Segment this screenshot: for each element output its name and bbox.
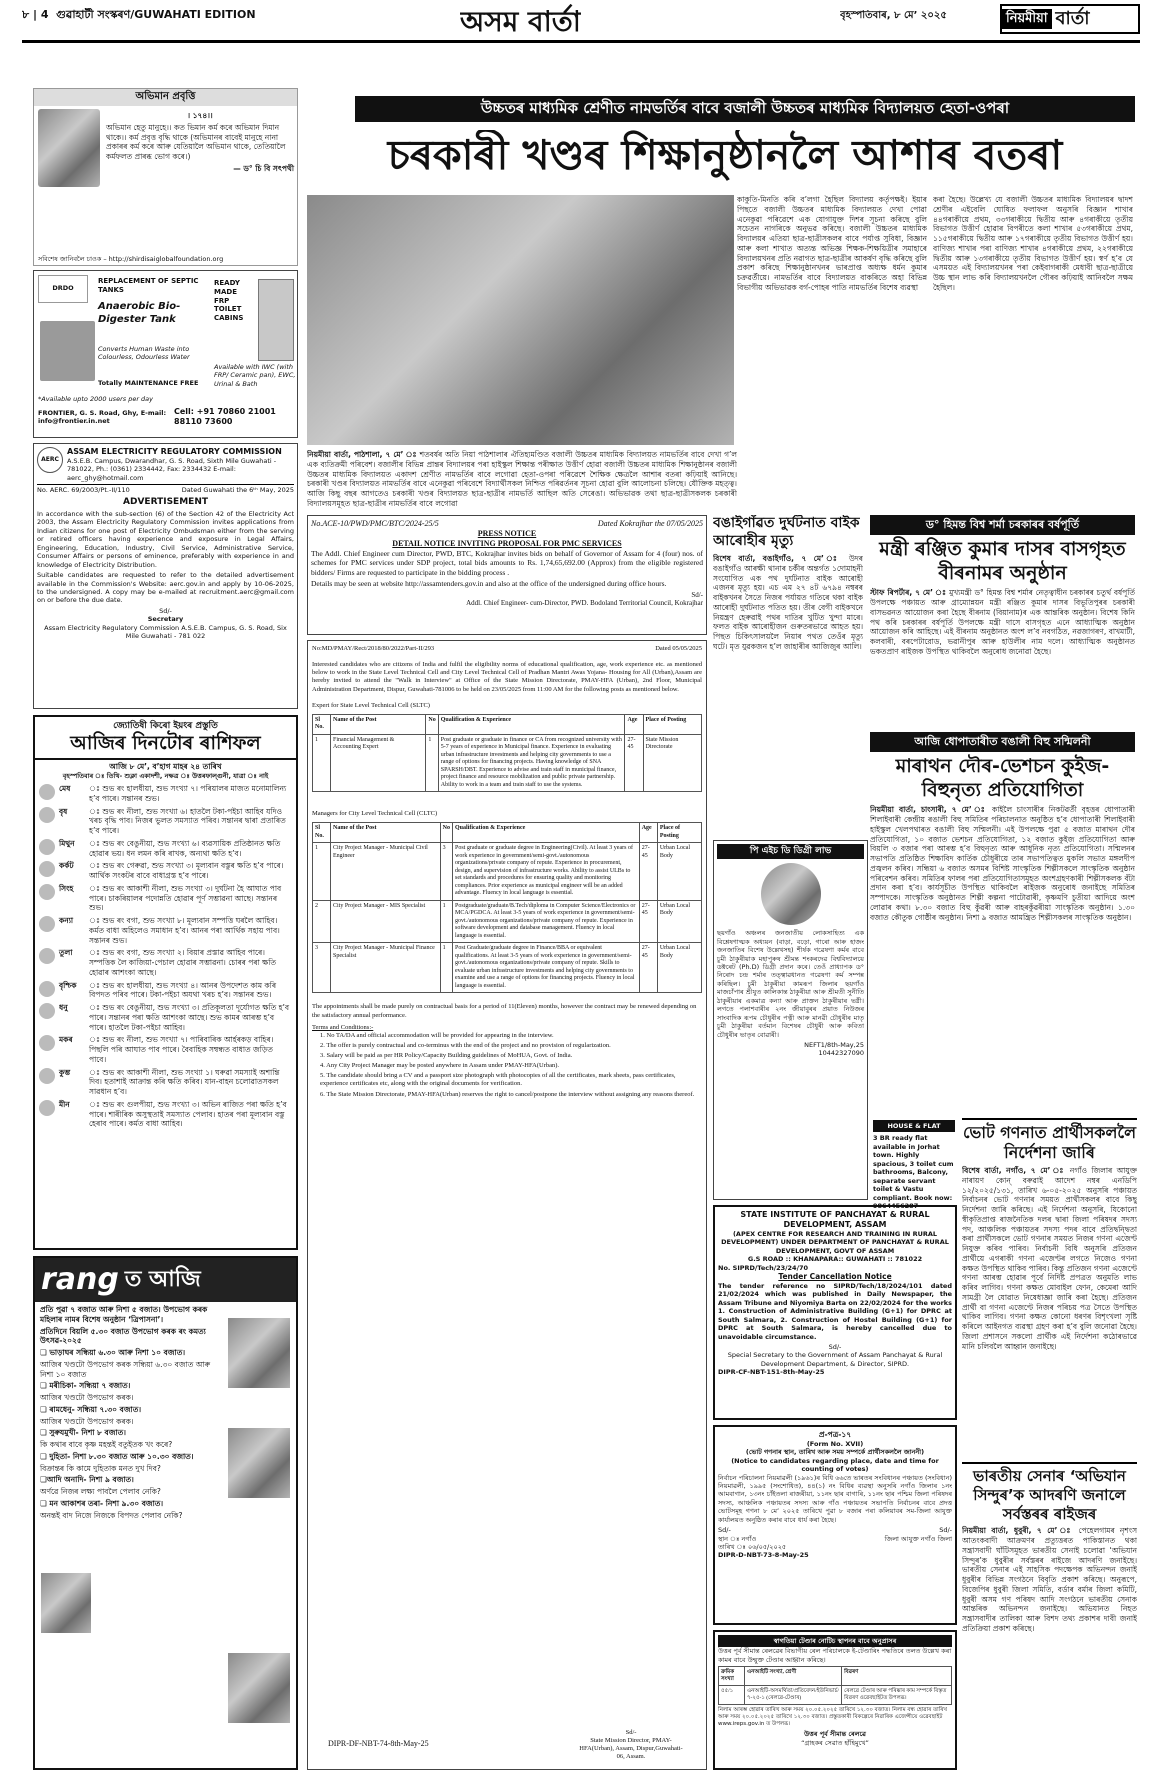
- house-body: 3 BR ready flat available in Jorhat town. Highly spacious, 3 toilet cum bathrooms, Balcony, separate servant toilet & Vastu compliant. Book now: 9864456287: [873, 1134, 954, 1210]
- frontier-address: FRONTIER, G. S. Road, Ghy, E-mail: info@frontier.in.net: [38, 409, 167, 426]
- aerc-body: In accordance with the sub-section (6) of the Section 42 of the Electricity Act 2003, the Assam Electricity Regulatory Commission invites applications from Indian citizens for one post of Electricity Ombudsman either from the serving or retired officers having experience and exposure in Legal Affairs, Engineering, Education, Industry, Civil Service, Administrative Service, Consumer Affairs or persons of eminence, preferably with experience in and knowledge of Electricity Distribution.: [37, 510, 294, 569]
- pmay-terms: [312, 1032, 702, 1099]
- army-story: [962, 1462, 1137, 1770]
- house-ad: [873, 1120, 955, 1215]
- lead-kicker: উচ্চতৰ মাধ্যমিক শ্ৰেণীত নামভৰ্তিৰ বাবে বজালী উচ্চতৰ মাধ্যমিক বিদ্যালয়ত হেতা-ওপৰা: [355, 96, 1135, 122]
- aerc-date: Dated Guwahati the 6ᵗʰ May, 2025: [181, 486, 294, 495]
- zodiac-icon: [39, 1100, 55, 1116]
- house-tag: HOUSE & FLAT: [873, 1120, 955, 1132]
- zodiac-icon: [39, 948, 55, 964]
- bihu-body: কাইলৈ চাংসাৰীৰ নিকটৱৰ্তী বৃহত্তৰ ধোপাতাৰী শিলাইবাৰী কেন্দ্ৰীয় ৰঙালী বিহু সমিতিৰ পৰিচালনাত অনুষ্ঠিত হ’ব ধোপাতাৰী শিলাইবাৰী হাইস্কুল খেলপথাৰত বঙালী বিহু সন্মিলনী। এই উপলক্ষে পুৱা ৫ বজাত মাৰাথন দৌৰ প্ৰতিযোগিতা, ১০ বজাত ভেশচন প্ৰতিযোগিতা, ১২ বজাত কুইজ প্ৰতিযোগিতা আৰু বিয়লি ৩ বজাৰ পৰা আৰম্ভ হ’ব বিহুনৃত্য আৰু আধুনিক নৃত্য প্ৰতিযোগিতা। সন্মিলনৰ সভাপতি প্ৰতিষ্ঠিত শিক্ষাবিদ কাৰ্তিক চৌধুৰীয়ে তাৰ সভাপতিত্বত মুকলি সভাত মঙ্গলদীপ প্ৰজ্বলন কৰিব। সন্ধিয়া ৬ বজাত অসমৰ বিশিষ্ট সাংস্কৃতিক শিল্পীসকলে সাংস্কৃতিক অনুষ্ঠান পৰিবেশন কৰিব। সমিতিৰ ফালৰ পৰা প্ৰতিযোগিতাসমূহত অংশগ্ৰহণকাৰী শিল্পীসকলক বঁটা প্ৰদান কৰা হ’ব। কাৰ্যসূচীত উপস্থিত থাকিবলৈ ৰাইজক অনুৰোধ জনাইছে সমিতিৰ সম্পাদকে। সাংস্কৃতিক অনুষ্ঠানত শিল্পী কল্পনা পাটোৱাৰী, কৃষ্ণমণি চুতীয়া আদিয়ে অংশ লোৱাৰ কথা। ৮.৩০ বজাত বিহু কুঁৱৰী আৰু বাহৰকুঁৱৰীয়া সাংস্কৃতিক অনুষ্ঠান। ১.৩০ বজাত কৌতুক গোষ্ঠীৰ অনুষ্ঠান। নিশা ৯ বজাত আমন্ত্ৰিত শিল্পীসকলৰ সাংস্কৃতিক অনুষ্ঠান।: [870, 805, 1135, 922]
- pmay-terms-heading: Terms and Conditions:-: [312, 1023, 374, 1031]
- rang-item: ❏ সুৰুযমুখী- নিশা ৮ বজাত।: [40, 1428, 126, 1438]
- railway-title: স্বাগতিয়া টেণ্ডাৰ নোটিচ স্থাপনৰ বাবে অনুপ্ৰাসৰ: [718, 1635, 952, 1647]
- rashi-name: সিংহ: [59, 883, 74, 893]
- railway-tender: [713, 1630, 957, 1770]
- rashi-row: [39, 948, 292, 977]
- lead-headline: চৰকাৰী খণ্ডৰ শিক্ষানুষ্ঠানলৈ আশাৰ বতৰা: [387, 131, 1063, 179]
- form17-subtitle-2: (ভোট গণনাৰ স্থান, তাৰিখ আৰু সময় সম্পৰ্কে প্ৰাৰ্থীসকললৈ জাননী): [745, 1448, 925, 1457]
- rashi-name: মকৰ: [59, 1035, 73, 1045]
- drdo-logo: DRDO: [38, 275, 88, 303]
- lead-body-col3: কৰা হৈছে। উল্লেখ্য যে বজালী উচ্চতৰ মাধ্যমিক বিদ্যালয়ৰ দ্বাদশ শ্ৰেণীৰ এইবেলি ঘোষিত ফলাফল অনুসৰি বিজ্ঞান শাখাৰ ৪৪গৰাকীয়ে প্ৰথম, ৩৩গৰাকীয়ে দ্বিতীয় আৰু ৪গৰাকীয়ে তৃতীয় বিভাগত উত্তীৰ্ণ হোৱাৰ বিপৰীতে কলা শাখাৰ ৫৩গৰাকীয়ে প্ৰথম, ১১৫গৰাকীয়ে দ্বিতীয় আৰু ১৭গৰাকীয়ে তৃতীয় বিভাগত উত্তীৰ্ণ হয়। বাণিজ্য শাখাৰ পৰা বাণিজ্য শাখাৰ ৪গৰাকীয়ে প্ৰথম, ২২গৰাকীয়ে দ্বিতীয় আৰু ১৩গৰাকীয়ে তৃতীয় বিভাগত উত্তীৰ্ণ হয়। স্বৰ্ণ হ’ব যে এসময়ত এই বিদ্যালয়খনৰ পৰা কেইবাগৰাকী মেধাবী ছাত্ৰ-ছাত্ৰীয়ে উচ্চ স্থান লাভ কৰি বিদ্যালয়খনলৈ গৌৰব কঢ়িয়াই আনিবলৈ সক্ষম হৈছিল।: [933, 195, 1133, 292]
- table-cell: 27-45: [625, 734, 643, 792]
- table-row: [313, 900, 702, 943]
- bihu-byline: নিয়মীয়া বাৰ্তা, চাংসাৰী, ৭ মে’ ঃ: [870, 805, 988, 815]
- phd-ref-2: 10442327090: [818, 1049, 864, 1058]
- form17-subtitle-3: (Notice to candidates regarding place, date and time for counting of votes): [731, 1456, 939, 1474]
- zodiac-icon: [39, 861, 55, 877]
- zodiac-icon: [39, 807, 55, 823]
- railway-col-1: ক্ৰমিক সংখ্যা: [719, 1667, 745, 1686]
- term-item: 4. Any City Project Manager may be posted anywhere in Assam under PMAY-HFA(Urban).: [320, 1062, 560, 1070]
- siprd-body: The tender reference no SIPRD/Tech/18/2024/101 dated 21/02/2024 which was published in Daily Newspaper, the Assam Tribune and Niyomiya Barta on 22/02/2024 for the works 1. Construction of Administrative Building (G+1) for DPRC at South Salmara, 2. Construction of Hostel Building (G+1) for DPRC at South Salmara, is hereby cancelled due to unavoidable circumstance.: [718, 1281, 952, 1341]
- header-rule: [22, 40, 1140, 43]
- railway-col-3: বিৱৰণ: [842, 1667, 952, 1686]
- pmay-intro: Interested candidates who are citizens of India and fulfil the eligibility norms of educational qualification, age, work experience etc. as mentioned below to work in the State Level Technical Cell and City Level Technical Cell of Pradhan Mantri Awas Yojana- Housing for All (Urban),Assam are hereby invited to attend the "Walk in Interview" at Office of the State Mission Directorate, PMAY-HFA (Urban), 2nd Floor, Municipal Administration Department, Dispur, Guwahati-781006 to be held on 23/05/2025 from 11:00 AM for the following posts as mentioned below.: [312, 661, 702, 693]
- form17-sd-2: Sd/-: [939, 1526, 952, 1535]
- rashi-name: মিথুন: [59, 838, 75, 848]
- abhiman-author: — ড° চি বি সৎপথী: [233, 163, 294, 173]
- cltc-heading: Managers for City Level Technical Cell (CLTC): [312, 810, 438, 818]
- frontier-phone: Cell: +91 70860 21001 88110 73600: [174, 407, 276, 426]
- rang-item: ❏ দুহিতা- নিশা ৮.৩০ বজাত আৰু ১০.৩০ বজাত।: [40, 1451, 194, 1461]
- rang-item: ❏আদি অনাদি- নিশা ৯ বজাত।: [40, 1475, 134, 1485]
- aerc-logo: AERC: [37, 447, 63, 473]
- rashi-row: [39, 981, 292, 1001]
- rashi-name: কুম্ভ: [59, 1067, 71, 1077]
- rashifal-box: [33, 715, 298, 1250]
- rang-item: বিক্ৰান্তৰ কি কামে দুহিতাক মনত দুখ দিব?: [40, 1463, 161, 1473]
- pmc-notice: [307, 515, 707, 635]
- aerc-body-2: Suitable candidates are requested to refer to the detailed advertisement available in the Commission's Website: aerc.gov.in and apply by 10-06-2025, to the undersigned. A copy may be e-mailed at recruitment.aerc@gmail.com on or before the due date.: [37, 571, 294, 605]
- form17-date: তাৰিখ ঃ ০৬/০৫/২০২৫: [718, 1543, 787, 1551]
- minister-body: মুখ্যমন্ত্ৰী ড° হিমন্ত বিশ্ব শৰ্মাৰ নেতৃত্বাধীন চৰকাৰৰ চতুৰ্থ বৰ্ষপূৰ্তি উপলক্ষে পঞ্চায়ত আৰু গ্ৰাম্যোন্নয়ন মন্ত্ৰী ৰঞ্জিত কুমাৰ দাসৰ বিভূতিপুৰৰ চৰকাৰী বাসভৱনত আয়োজন কৰা হৈছে বীৰনাম (বিয়ানাম)ৰ এক আন্তৰিক অনুষ্ঠান। বিশেষ কিনি পথ কৰি চৰকাৰৰ বৰ্ষপূৰ্তি উপলক্ষে মন্ত্ৰী দাসে বাসগৃহত এনে আধ্যাত্মিক অনুষ্ঠান আয়োজন কৰি আহিছে। এই বীৰনাম অনুষ্ঠানত অংশ ল’ব নবগঠিত, নৱজাগৰণ, বাখমাটী, কলবাৰী, বৰপেটারোড, ভৱানীপুৰ আৰু হাউলীৰ নাম দলে। আধ্যাত্মিক অনুষ্ঠানত ভকতপ্ৰাণ ৰাইজক উপস্থিত থাকিবলৈ অনুৰোধ জনোৱা হৈছে।: [870, 588, 1135, 656]
- table-header: No: [440, 823, 452, 843]
- pmc-body: The Addl. Chief Engineer cum Director, PWD, BTC, Kokrajhar invites bids on behalf of Governor of Assam for 4 (four) nos. of schemes for PMC services under SDP project, total bids amounts to Rs. 1,74,65,692.00 (Approx) from the eligible registered bidders/ Firms are requested to participate in the bidding process .: [311, 549, 703, 577]
- aerc-secretary: Secretary: [147, 615, 184, 624]
- table-header: Name of the Post: [331, 823, 441, 843]
- siprd-address: G.S ROAD :: KHANAPARA:: GUWAHATI :: 781022: [747, 1255, 923, 1264]
- rashi-row: [39, 916, 292, 945]
- table-cell: Post graduate or graduate degree in Engineering(Civil). At least 3 years of work experience in government/semi-govt./autonomous organizations/private company of repute. Experience in procurement, design, and supervision of infrastructure works. Ability to assist ULBs to set standards and procedures for ensuring quality and monitoring compliances. Prior experience as municipal engineer will be an added advantage. Fluency in local language is essential.: [453, 843, 640, 901]
- lead-body-col1: নিয়মীয়া বাৰ্তা, পাঠশালা, ৭ মে’ ঃ শতবৰ্ষৰ অতি নিয়া পাঠশালাৰ ঐতিহ্যমণ্ডিত বজালী উচ্চতৰ মাধ্যমিক বিদ্যালয়ত নামভৰ্তিৰ বাবে দেখা গ’ল এক ব্যতিক্ৰমী পৰিবেশ। বজালীৰ বিভিন্ন প্ৰান্তৰ বিদ্যালয়ৰ পৰা হাইস্কুল শিক্ষান্ত পৰীক্ষাত উত্তীৰ্ণ হোৱা বজালী উচ্চতৰ মাধ্যমিক শিক্ষানুষ্ঠানৰ বজালী উচ্চতৰ মাধ্যমিক বিদ্যালয়ত একাদশ শ্ৰেণীত নামভৰ্তিৰ বাবে লগোৱা হেতা-ওপৰা পৰিৱেশে শৈক্ষিক ক্ষেত্ৰলৈ আশাৰ বতৰা কঢ়িয়াই আনিছে। চৰকাৰী খণ্ডৰ বিদ্যালয়ত নামভৰ্তিৰ বাবে এনেকুৱা পৰিবেশে বিদ্যাৰ্থীসকল নিশ্চিত পৰিৱৰ্তনৰ সূচনা হোৱা বুলি আলোচনা চলিছে। যৌক্তিক মহত্ত্ব। আজি কিছু বছৰ আগতেও চৰকাৰী খণ্ডৰ বিদ্যালয়ত ছাত্ৰ-ছাত্ৰীৰ নামভৰ্তি আছিল অতি সেৰেঙা। অভিভাৱক তথা ছাত্ৰ-ছাত্ৰীসকলক চৰকাৰী বিদ্যালয়সমূহত ছাত্ৰ-ছাত্ৰীৰ নামভৰ্তিৰ বাবে লগোৱা: [307, 450, 737, 508]
- rang-item: ❏ মৰীচিকা- সন্ধিয়া ৭ বজাত।: [40, 1381, 131, 1391]
- rashi-text: ঃ শুভ ৰং হালধীয়া, শুভ সংখ্যা ৭। পৰিয়ালৰ মাজত মনোমালিন্য হ’ব পাৰে। সন্তানৰ শুভ।: [89, 784, 287, 803]
- railway-cell-1: ৫৫/১: [719, 1686, 745, 1705]
- table-header: Name of the Post: [331, 714, 426, 734]
- siprd-notice-title: Tender Cancellation Notice: [778, 1272, 892, 1282]
- rashi-text: ঃ শুভ ৰং হালধীয়া, শুভ সংখ্যা ৪। আনৰ উপদেশত কাম কৰি বিপদত পৰিব পাৰে। টকা-পইচা অযথা খৰচ হ’ব। সন্তানৰ শুভ।: [89, 980, 277, 1000]
- railway-col-2: এনআইটি সংখ্যা, শ্ৰেণী: [744, 1667, 841, 1686]
- show-thumbnail-1: [228, 1318, 290, 1388]
- army-byline: নিয়মীয়া বাৰ্তা, ধুবুৰী, ৭ মে’ ঃ: [962, 1526, 1074, 1536]
- masthead-logo: নিয়মীয়া বাৰ্তা: [1000, 4, 1140, 34]
- minister-headline: মন্ত্ৰী ৰঞ্জিত কুমাৰ দাসৰ বাসগৃহত বীৰনামৰ অনুষ্ঠান: [879, 537, 1126, 584]
- rashi-name: কন্যা: [59, 916, 74, 926]
- lead-body-col2: কাকুতি-মিনতি কৰি ব’লগা হৈছিল বিদ্যালয় কৰ্তৃপক্ষই। ইয়াৰ পিছতে বজালী উচ্চতৰ মাধ্যমিক বিদ্যালয়ত দেখা পোৱা এনেকুৱা পৰিৱেশে এক যোগাযুক্ত দিশৰ সূচনা কৰিছে বুলি সচেতন নাগৰিকে অনুভৱ কৰিছে। বজালী উচ্চতৰ মাধ্যমিক বিদ্যালয়ৰ এতিয়া ছাত্ৰ-ছাত্ৰীসকলৰ বাবে পৰ্যাপ্ত সুবিধা, বিজ্ঞান আৰু কলা শাখাত অত্যন্ত অভিজ্ঞ শিক্ষক-শিক্ষয়িত্ৰীৰ সমাহাৰে বিদ্যালয়খনৰ প্ৰতি নৱাগত ছাত্ৰ-ছাত্ৰীৰ আকৰ্ষণ বৃদ্ধি কৰিছে বুলি প্ৰকাশ কৰিছে শিক্ষানুষ্ঠানখনৰ ভাৰপ্ৰাপ্ত অধ্যক্ষ ধৰ্মন কুমাৰ চক্ৰৱৰ্তীয়ে। নামভৰ্তিৰ বাবে বিদ্যালয়ত বাকৰিতে অহা বিভিন্ন বিভাগীয় অভিভাৱক বৰ্গ-পোহৰ পাতি নামভৰ্তিৰ বিশেষ ব্যৱস্থা: [737, 195, 927, 292]
- vote-headline: ভোট গণনাত প্ৰাৰ্থীসকললৈ নিৰ্দেশনা জাৰি: [962, 1118, 1137, 1163]
- accident-body: উদৰ বঙাইগাঁও আৰক্ষী থানাৰ চৰ্কীৰ অন্তৰ্গত ১দোমাহনী সংযোগিত এক পথ দুৰ্ঘটনাত বাইক আৰোহী এজনৰ মৃত্যু হয়। এচ এম ২৭ ৪ট ৬৭৯৪ নম্বৰৰ বাইকখনৰ সৈতে নিজৰ পৰ্যায়ত গতিৰে থকা বাইক আৰোহী দুৰ্ঘটনাত পতিত হয়। তীৰ বেগী বাইকখনে নিয়ন্ত্ৰণ হেৰুৱাই পথৰ দাতিৰ খুটিত খুন্দা মাৰে। ফলত বাইক আৰোহীজন গুৰুতৰভাৱে আহত হয়। পিছত চিকিৎসালয়লৈ নিয়াৰ পথত তেওঁৰ মৃত্যু ঘটে। মৃত যুৱকজন হ’ল জাহাৰীৰ আজিজুৰ আলি।: [713, 554, 863, 651]
- aerc-secretary-addr: Assam Electricity Regulatory Commission A.S.E.B. Campus, G. S. Road, Six Mile Guwahati - 781 022: [44, 623, 287, 641]
- rashi-name: বৃশ্চিক: [59, 980, 77, 990]
- rang-title: ত আজি: [124, 1267, 201, 1293]
- vote-byline: বিশেষ বাৰ্তা, নগাঁও, ৭ মে’ ঃ: [962, 1166, 1066, 1175]
- rang-banner: [35, 1258, 296, 1302]
- show-thumbnail-3: [41, 1573, 91, 1633]
- rashi-name: বৃষ: [59, 806, 68, 816]
- show-thumbnail-4: [228, 1653, 290, 1723]
- siprd-signatory: Special Secretary to the Government of Assam Panchayat & Rural Development Department, & Director, SIPRD.: [727, 1351, 943, 1368]
- zodiac-icon: [39, 916, 55, 932]
- pmay-sd: Sd/-: [625, 1728, 637, 1736]
- table-cell: 1: [313, 734, 331, 792]
- rashi-text: ঃ শুভ ৰং গুলপীয়া, শুভ সংখ্যা ৩। অভিন ৰাজিত পৰা ক্ষতি হ’ব পাৰে। শাৰীৰিক অসুস্থতাই সমস্যাত পেলাব। হাতৰ পৰা মূল্যবান বস্তু হেৰাব পাৰে। কৰ্মত বাধা আহিব।: [89, 1099, 287, 1129]
- aerc-ref: No. AERC. 69/2003/Pt.-II/110: [37, 486, 130, 495]
- bihu-headline: মাৰাথন দৌৰ-ভেশচন কুইজ-বিহুনৃত্য প্ৰতিযোগিতা: [895, 754, 1110, 801]
- pmay-notice: [307, 640, 707, 1770]
- form17-signatory: জিলা আযুক্ত নগাঁও জিলা: [884, 1534, 952, 1543]
- phd-body: ছয়গাঁও অঞ্চলৰ জনজাতীয় লোকসাহিত্য এক বিশ্লেষণাত্মক অধ্যয়ন (বাড়া, বড়ো, গাৰো আৰু হাজং জনজাতিৰ বিশেষ উল্লেখসহ) শীৰ্ষক গৱেষণা কৰ্মৰ বাবে চুমী ঠাকুৰীয়াক মহাপুৰুষ শ্ৰীমন্ত শংকৰদেৱ বিশ্ববিদ্যালয়ে ডক্টৰেট (Ph.D) ডিগ্ৰী প্ৰদান কৰে। তেওঁ প্ৰাধ্যাপক ড° নিৰোদ চন্দ্ৰ শৰ্মাৰ তত্ত্বাৱধানত গৱেষণা কৰ্ম সম্পন্ন কৰিছিল। চুমী ঠাকুৰীয়া কামৰূপ জিলাৰ ছয়গাঁও মাজচাঁপাৰ শ্ৰীযুত কালিকান্ত ঠাকুৰীয়া আৰু শ্ৰীমতী সুনীতি ঠাকুৰীয়াৰ একমাত্ৰ কন্যা আৰু প্ৰাক্তন ঠাকুৰীয়াৰ ভগ্নী। লগতে পলাশবাৰীৰ ২নং জীয়াবুৰৰ প্ৰয়াত নিউজৰ সাংবাদিক ৰূপম চৌধুৰীৰ পত্নী আৰু মানৱী চৌধুৰীৰ মাতৃ চুমী ঠাকুৰীয়া বৰ্তমান বিশেষৰ চৌধুৰী আৰু কবিতা চৌধুৰীৰ ভাতৃৰ বোৱাৰী।: [717, 929, 864, 1039]
- table-cell: 1: [426, 734, 438, 792]
- siprd-ref: No. SIPRD/Tech/23/24/70: [718, 1263, 808, 1272]
- rashi-text: ঃ শুভ ৰং নীলা, শুভ সংখ্যা ৬। হাতলৈ টকা-পইচা আহিব যদিও খৰচ বৃদ্ধি পাব। নিজৰ ভুলত সমস্যাত পৰিব। সন্তানৰ দ্বাৰা প্ৰতাৰিত হ’ব পাৰে।: [89, 806, 286, 836]
- rashi-row: [39, 1035, 292, 1064]
- pmc-signatory: Addl. Chief Engineer- cum-Director, PWD. Bodoland Territorial Council, Kokrajhar: [466, 599, 703, 608]
- abhiman-title: অভিমান প্ৰবৃত্তি: [34, 89, 297, 106]
- rashi-row: [39, 784, 292, 804]
- frontier-product-b: READY MADE FRP TOILET CABINS: [214, 279, 244, 322]
- rashifal-tithi: বৃহস্পতিবাৰ ঃ তিথি- শুক্লা একাদশী, নক্ষত্ৰ ঃ উত্তৰফাল্গুনী, যাত্ৰা ঃ নাই: [62, 771, 269, 780]
- table-cell: Urban Local Body: [657, 900, 701, 943]
- table-cell: 1: [313, 843, 331, 901]
- frontier-product-a: Anaerobic Bio-Digester Tank: [98, 301, 181, 325]
- table-cell: 2: [313, 900, 331, 943]
- edition-label: গুৱাহাটী সংস্কৰণ/GUWAHATI EDITION: [56, 8, 256, 21]
- aerc-notice: [33, 443, 298, 709]
- form17-place: স্থান ঃ নগাঁও: [718, 1534, 757, 1543]
- zodiac-icon: [39, 981, 55, 997]
- table-cell: 27-45: [639, 843, 657, 901]
- siprd-notice: [713, 1205, 957, 1420]
- cltc-table: [312, 822, 702, 993]
- sltc-heading: Expert for State Level Technical Cell (SLTC): [312, 701, 430, 709]
- zodiac-icon: [39, 1003, 55, 1019]
- rang-logo: rang: [41, 1262, 119, 1298]
- table-cell: Urban Local Body: [657, 843, 701, 901]
- rang-item: ❏ ভাড়াঘৰ সন্ধিয়া ৬.৩০ আৰু নিশা ১০ বজাত।: [40, 1348, 186, 1357]
- rashifal-date: আজি ৮ মে’, ব’হাগ মাহৰ ২৪ তাৰিখ: [109, 762, 222, 771]
- rashifal-kicker: জ্যোতিষী কিৰো ইয়ংৰ প্ৰস্তুতি: [113, 721, 218, 731]
- form17-subtitle: (Form No. XVII): [806, 1439, 864, 1448]
- pmc-sd: Sd/-: [691, 590, 703, 599]
- aerc-address: A.S.E.B. Campus, Dwarandhar, G. S. Road, Sixth Mile Guwahati - 781022, Ph.: (0361) 2334442, Fax: 2334432 E-mail: aerc_ghy@hotmail.com: [67, 457, 277, 482]
- table-cell: 3: [440, 843, 452, 901]
- pmay-ref: No:MD/PMAY/Rect/2018/80/2022/Part-II/293: [312, 645, 435, 652]
- railway-footer: নিলাম আৰম্ভ হোৱাৰ তাৰিখ আৰু সময় ২০.০৫.২০২৫ তাৰিখে ১২.৩০ বজাত। নিলাম বন্ধ হোৱাৰ তাৰিখ আৰু সময় ২০.০৫.২০২৫ তাৰিখে ১২.৩০ বজাত। প্ৰস্তুতকাৰী বিকল্পেৰে নিৱাৰিক এজেন্সীয়ে ওৱেবছাইট www.ireps.gov.in ত উপলব্ধ।: [718, 1706, 947, 1728]
- show-thumbnail-2: [228, 1428, 290, 1498]
- form17-notice: [713, 1425, 957, 1625]
- accident-story: [713, 515, 863, 835]
- toilet-cabin-image: [258, 279, 294, 361]
- siprd-title: STATE INSTITUTE OF PANCHAYAT & RURAL DEVELOPMENT, ASSAM: [740, 1210, 930, 1229]
- issue-date: বৃহস্পতিবাৰ, ৮ মে’ ২০২৫: [840, 10, 947, 21]
- railway-brand: উত্তৰ পূৰ্ব সীমান্ত ৰেলৱে: [804, 1730, 866, 1739]
- accident-byline: বিশেষ বাৰ্তা, বঙাইগাঁও, ৭ মে’ ঃ: [713, 554, 842, 563]
- zodiac-icon: [39, 1068, 55, 1084]
- rang-item: কি কথাৰ বাবে কৃষ্ণ মহন্তই বতুইতক খং কৰে?: [40, 1440, 173, 1449]
- frontier-heading: REPLACEMENT OF SEPTIC TANKS: [98, 277, 199, 294]
- rang-item: ❏ মন আকাশৰ তৰা- নিশা ৯.৩০ বজাত।: [40, 1498, 164, 1508]
- pmc-subtitle: DETAIL NOTICE INVITING PROPOSAL FOR PMC SERVICES: [392, 539, 622, 548]
- pmay-signatory: State Mission Director, PMAY-HFA(Urban), Assam, Dispur,Guwahati-06, Assam.: [579, 1736, 683, 1760]
- zodiac-icon: [39, 839, 55, 855]
- aerc-sd: Sd/-: [159, 606, 172, 615]
- minister-kicker: ড° হিমন্ত বিশ্ব শৰ্মা চৰকাৰৰ বৰ্ষপূৰ্তি: [870, 515, 1135, 535]
- accident-headline: বঙাইগাঁৱত দুৰ্ঘটনাত বাইক আৰোহীৰ মৃত্যু: [713, 515, 860, 549]
- phd-ad: [713, 840, 868, 1200]
- table-cell: State Mission Directorate: [643, 734, 701, 792]
- rashi-list: [35, 784, 296, 1129]
- rashi-text: ঃ শুভ ৰং নীলা, শুভ সংখ্যা ৭। পাৰিবাৰিক আৰ্হৰকড় বাহিৰ। পিছলি পৰি আঘাত পাব পাৰে। বৈবাহিক সম্বন্ধত বাধাত জড়িত পাবে।: [89, 1035, 274, 1064]
- rashi-row: [39, 884, 292, 913]
- frontier-maint: Totally MAINTENANCE FREE: [98, 379, 199, 387]
- rashi-name: ধনু: [59, 1003, 68, 1013]
- table-cell: City Project Manager - MIS Specialist: [331, 900, 441, 943]
- term-item: 2. The offer is purely contractual and co-terminus with the end of the project and no provision of regularization.: [320, 1041, 611, 1049]
- table-header: No: [426, 714, 438, 734]
- form17-sd: Sd/-: [718, 1526, 731, 1535]
- army-headline: ভাৰতীয় সেনাৰ ‘অভিযান সিন্দুৰ’ক আদৰণি জনালে সৰ্বস্তৰৰ ৰাইজৰ: [962, 1462, 1137, 1523]
- bihu-kicker: আজি ধোপাতাৰীত বঙালী বিহু সন্মিলনী: [870, 732, 1135, 752]
- rashi-text: ঃ শুভ ৰং বেঙুনীয়া, শুভ সংখ্যা ৬। ব্যৱসায়িক প্ৰতিষ্ঠানত ক্ষতি হোৱাৰ ভয়। ধন লমন কৰি ৰাখক, অন্যথা ক্ষতি হ’ব।: [89, 838, 281, 858]
- rashi-name: মেষ: [59, 784, 71, 794]
- rashi-name: তুলা: [59, 948, 73, 958]
- bihu-story: [870, 732, 1135, 1117]
- pmay-dipr: DIPR-DF-NBT-74-8th-May-25: [328, 1739, 429, 1748]
- table-cell: City Project Manager - Municipal Civil Engineer: [331, 843, 441, 901]
- table-header: Place of Posting: [643, 714, 701, 734]
- lead-photo: [307, 195, 734, 445]
- rashi-name: মীন: [59, 1099, 70, 1109]
- rang-item: ❏ ৰামধেনু- সন্ধিয়া ৭.৩০ বজাত।: [40, 1404, 142, 1414]
- pmay-date: Dated 05/05/2025: [655, 645, 702, 652]
- lead-byline: নিয়মীয়া বাৰ্তা, পাঠশালা, ৭ মে’ ঃ: [307, 450, 417, 459]
- table-row: [313, 843, 702, 901]
- rashi-text: ঃ শুভ ৰং আকাশী নীলা, শুভ সংখ্যা ৩। দুৰ্ঘটনা হৈ আঘাত পাব পাৰে। চাকৰিয়ালৰ পদোন্নতি হোৱাৰ পূৰ্ণ সম্ভাৱনা আছে। সন্তানৰ শুভ।: [89, 883, 282, 913]
- rashi-row: [39, 839, 292, 859]
- zodiac-icon: [39, 784, 55, 800]
- rang-tv-box: [33, 1256, 298, 1770]
- pmc-date: Dated Kokrajhar the 07/05/2025: [597, 519, 703, 528]
- zodiac-icon: [39, 1035, 55, 1051]
- abhiman-quote: অভিমান হেতু মানুহে।। কত ভিমান কৰ্ম কৰে অভিমান দিমান থাকে।। কৰ্ম প্ৰবৃত্ত বৃদ্ধি থাকে (অভিমানৰ বাবেই মানুহে নানা প্ৰকাৰৰ কৰ্ম কৰে আৰু যেতিয়ালৈ অভিমান থাকে, তেতিয়ালৈ কৰ্মফলত প্ৰাৰব্ধ ভোগ কৰে।): [106, 122, 286, 161]
- aerc-adv-title: ADVERTISEMENT: [123, 496, 208, 507]
- railway-body: উত্তৰ পূৰ্ব সীমান্ত ৰেলৱেৰ বিভাগীয় ৰেল পৰিচালকে ই-টেণ্ডাৰিং পদ্ধতিৰে তলত উল্লেখ কৰা কামৰ বাবে উন্মুক্ত টেণ্ডাৰ আহ্বান কৰিছে।: [718, 1647, 952, 1664]
- table-header: Age: [639, 823, 657, 843]
- rang-item: অৰ্ণৱে নিজৰ লক্ষ্য পাবলৈ পেলাব নেকি?: [40, 1487, 161, 1496]
- rang-item: আজিৰ খণ্ডটো উপভোগ কৰক।: [40, 1416, 134, 1426]
- table-cell: 1: [440, 943, 452, 993]
- table-cell: Financial Management & Accounting Expert: [331, 734, 426, 792]
- page-number: ৮ | 4 গুৱাহাটী সংস্কৰণ/GUWAHATI EDITION: [22, 8, 256, 21]
- rashi-text: ঃ শুভ ৰং গেৰুৱা, শুভ সংখ্যা ৩। মূল্যবান বস্তুৰ ক্ষতি হ’ব পাৰে। আৰ্থিক সংকটৰ বাবে বাধাগ্ৰস্ত হ’ব পাৰে।: [89, 861, 284, 881]
- siprd-subtitle: (APEX CENTRE FOR RESEARCH AND TRAINING IN RURAL DEVELOPMENT) UNDER DEPARTMENT OF PANCHAYAT & RURAL DEVELOPMENT, GOVT OF ASSAM: [721, 1230, 949, 1255]
- rang-schedule: [40, 1348, 215, 1520]
- rashi-row: [39, 861, 292, 881]
- vote-story: [962, 1118, 1137, 1458]
- rang-festival: প্ৰতিদিনে বিয়লি ৫.৩০ বজাত উপভোগ কৰক ৰং কমত্য উৎসৱ-২০২৫: [40, 1326, 206, 1346]
- minister-story: [870, 515, 1135, 730]
- table-cell: Urban Local Body: [657, 943, 701, 993]
- railway-cell-2: এনআইটি-অসমৰ্থিতা/প্ৰতিবেদন/ইউনিভাৰ্চ/৭-২৫-১ (ৰেলৱে-টেণ্ডাৰ): [744, 1686, 841, 1705]
- term-item: 3. Salary will be paid as per HR Policy/Capacity Building guidelines of MoHUA, Govt. of India.: [320, 1052, 573, 1059]
- rang-item: আজিৰ খণ্ডটো উপভোগ কৰক।: [40, 1393, 134, 1402]
- rashi-text: ঃ শুভ ৰং বগা, শুভ সংখ্যা ৮। মূল্যবান সম্পত্তি ঘৰলৈ আহিব। কৰ্মত বাধা অহিলেও সমাধান হ’ব। আনৰ পৰা আৰ্থিক সহায় পাব। সন্তানৰ শুভ।: [89, 916, 280, 945]
- railway-tagline: “গ্ৰাহকৰ সেৱাত হাঁহিমুখে”: [801, 1738, 869, 1747]
- phd-ref: NEFT1/8th-May,25: [804, 1040, 864, 1049]
- rang-item: অনন্তই বাদ নিজে নিজকে বিপদত পেলাব নেকি?: [40, 1510, 183, 1520]
- railway-table: [718, 1666, 952, 1705]
- table-header: Sl No.: [313, 714, 331, 734]
- form17-body: নিৰ্বাচন পৰিচালনা নিয়মাৱলী (১৯৬১)ৰ বিধি ৬৬তে ভাৰতৰ সংবিধানৰ পঞ্চায়ত (সংবিধান) নিয়মাৱলী, ১৯৯৫ (সংশোধিত), ৪৪(১) নং বিধিৰ ব্যৱস্থা অনুসৰি নগাঁও জিলাৰ ১নং আমবাগান, ১৩নং চাঁইতলা ৰাজৰীয়া, ১১নং ছাৰ বাগাৰি, ১১নং ছাৰ পশ্চিম জিলা পৰিষদৰ সদস্য, আঞ্চলিক পঞ্চায়তৰ সদস্য আৰু গাঁও পঞ্চায়তৰ সভাপতি নিৰ্বাচনৰ বাবে প্ৰদত্ত ভোটসমূহ গণনা ৮ মে’ ২০২৫ তাৰিখে পুৱা ৮ বজাৰ পৰা কলিয়াবৰ সম-জিলা আযুক্ত কাৰ্যালয়ত অনুষ্ঠিত কৰাৰ বাবে ধাৰ্য কৰা হৈছে।: [718, 1473, 952, 1524]
- table-header: Age: [625, 714, 643, 734]
- table-cell: 1: [440, 900, 452, 943]
- minister-byline: স্টাফ ৰিপৰ্টাৰ, ৭ মে’ ঃ: [870, 588, 947, 598]
- rashi-name: কৰ্কট: [59, 861, 74, 871]
- abhiman-number: । ১৭৪।।: [187, 111, 213, 120]
- section-title: অসম বাৰ্তা: [460, 5, 581, 38]
- term-item: 1. No TA/DA and official accommodation will be provided for appearing in the interview.: [320, 1031, 554, 1039]
- table-cell: 27-45: [639, 943, 657, 993]
- zodiac-icon: [39, 884, 55, 900]
- vote-body: নগাঁও জিলাৰ আযুক্ত নাৰায়ণ কোন্‌ বৰুৱাই আদেশ নম্বৰ এনডিপি ১২/২০২৫/১৩১, তাৰিখ ৬-০৫-২০২৫ অনুসৰি পঞ্চায়ত নিৰ্বাচনৰ ভোট গণনাৰ সময়ত প্ৰাৰ্থীসকলৰ বাবে কিছু নিৰ্দেশনা জাৰি কৰিছে। এই নিৰ্দেশনা অনুসৰি, যিকোনো স্বীকৃতিপ্ৰাপ্ত ৰাজনৈতিক দলৰ দ্বাৰা জিলা পৰিষদৰ সদস্য পদ, আঞ্চলিক পঞ্চায়তৰ সদস্য পদৰ বাবে প্ৰতিদ্বন্দ্বিতা কৰা প্ৰাৰ্থীসকলে ভোট গণনাৰ সময়ত নিজৰ গণনা এজেণ্ট নিযুক্ত কৰিব পাৰিব। নিৰ্বাচনী বিধি অনুসৰি প্ৰতিজন প্ৰাৰ্থীয়ে এগৰাকী গণনা এজেণ্টৰ লগতে নিজেও গণনা কক্ষত উপস্থিত থাকিব পাৰিব। কিন্তু প্ৰতিজন গণনা এজেণ্টে গণনা আৰম্ভ হোৱাৰ পূৰ্বে নিৰ্দিষ্ট প্ৰপত্ৰত অনুমতি লাভ কৰিব লাগিব। গণনা কক্ষত মোবাইল ফোন, কেমেৰা আদি সামগ্ৰী লৈ যোৱাত নিষেধাজ্ঞা জাৰি কৰা হৈছে। প্ৰতিজন প্ৰাৰ্থী বা গণনা এজেণ্টে নিজৰ পৰিচয় পত্ৰ সৈতে উপস্থিত থাকিব লাগিব। গণনা কক্ষত কোনো ধৰণৰ বিশৃংখলা সৃষ্টি কৰিলে আইনগত ব্যৱস্থা গ্ৰহণ কৰা হ’ব বুলি জনোৱা হৈছে। জিলা প্ৰশাসনে সকলো প্ৰাৰ্থীক এই নিৰ্দেশনা কঠোৰভাৱে মানি চলিবলৈ আহ্বান জনাইছে।: [962, 1166, 1137, 1351]
- siprd-dipr: DIPR-CF-NBT-151-8th-May-25: [718, 1368, 825, 1377]
- rashi-row: [39, 1003, 292, 1032]
- rashi-text: ঃ শুভ ৰং বেঙুনীয়া, শুভ সংখ্যা ৩। প্ৰতিকূলতা দূৰ্যোগত ক্ষতি হ’ব পাৰে। সন্তানৰ পৰা ক্ষতি আশংকা আছে। শুভ কামৰ আৰম্ভ হ’ব পাৰে। হাতলৈ টকা-পইচা আহিব।: [89, 1003, 290, 1032]
- frontier-note: *Available upto 2000 users per day: [38, 395, 154, 403]
- pmc-ref: No.ACE-10/PWD/PMC/BTC/2024-25/5: [311, 519, 439, 528]
- table-cell: 27-45: [639, 900, 657, 943]
- rashi-row: [39, 807, 292, 836]
- rang-item: আজিৰ খণ্ডটো উপভোগ কৰক সন্ধিয়া ৬.৩০ বজাত আৰু নিশা ১০ বজাত: [40, 1359, 211, 1379]
- frontier-ad: [33, 270, 298, 438]
- phd-portrait: [761, 863, 821, 925]
- frontier-product-a-desc: Converts Human Waste into Colourless, Odourless Water: [98, 345, 190, 362]
- table-cell: Post Graduate/graduate degree in Finance/BBA or equivalent qualifications. At least 3-5 years of work experience in government/semi-govt./autonomous organizations/private company of repute. Skills to evaluate urban infrastructure investments and helping city governments to examine and use a range of options for financing projects. Fluency in local language is essential.: [453, 943, 640, 993]
- siprd-sd: Sd/-: [828, 1343, 842, 1351]
- rashi-row: [39, 1068, 292, 1097]
- pmc-title: PRESS NOTICE: [477, 529, 537, 538]
- railway-cell-3: ৰেলৱে টেণ্ডাৰ আৰু পৰিষ্কাৰ কাম সম্পৰ্কে বিস্তৃত বিৱৰণ ওৱেবছাইটত উপলব্ধ।: [842, 1686, 952, 1705]
- term-item: 6. The State Mission Directorate, PMAY-HFA(Urban) reserves the right to cancel/postpone the interview without assigning any reasons thereof.: [320, 1090, 695, 1098]
- rang-intro: প্ৰতি পুৱা ৭ বজাত আৰু নিশা ৫ বজাত। উপভোগ কৰক মহিলাৰ নামৰ বিশেষ অনুষ্ঠান ‘ত্ৰিপাসনা’।: [40, 1305, 208, 1324]
- term-item: 5. The candidate should bring a CV and a passport size photograph with photocopies of all the certificates, mark sheets, pass certificates, experience certificates etc, along with the original documents for verification.: [320, 1072, 676, 1088]
- aerc-title: ASSAM ELECTRICITY REGULATORY COMMISSION: [67, 447, 282, 456]
- table-cell: Post graduate or graduate in finance or CA from recognized university with 5-7 years of experience in Municipal finance. Experience in evaluating urban infrastructure investments and helping city governments to use a range of options for financing projects. Having knowledge of SNA SPARSH/DBT. Experience to advise and train staff in municipal finance, project finance and resource mobilization and public private partnership. Ability to work in a team and train staff to use the systems.: [438, 734, 625, 792]
- table-header: Qualification & Experience: [438, 714, 625, 734]
- author-portrait: [38, 109, 100, 187]
- abhiman-box: [33, 88, 298, 266]
- form17-dipr: DIPR-D-NBT-73-8-May-25: [718, 1551, 809, 1560]
- rashi-row: [39, 1100, 292, 1129]
- sltc-table: [312, 714, 702, 793]
- table-row: [313, 734, 702, 792]
- table-header: Sl No.: [313, 823, 331, 843]
- frontier-product-b-desc: Available with IWC (with FRP/ Ceramic pan), EWC, Urinal & Bath: [214, 363, 296, 388]
- form17-title: প্ৰ-পত্ৰ-১৭: [818, 1430, 852, 1439]
- pmc-body-2: Details may be seen at website http://assamtenders.gov.in and also at the office of the undersigned during office hours.: [311, 579, 667, 589]
- table-row: [313, 943, 702, 993]
- table-cell: Postgraduate/graduate/B.Tech/diploma in Computer Science/Electronics or MCA/PGDCA. At least 3-5 years of work experience in government/semi-govt./autonomous organizations/private company of repute. Experience in software development and database management. Fluency in local language is essential.: [453, 900, 640, 943]
- rashifal-title: আজিৰ দিনটোৰ ৰাশিফল: [35, 732, 296, 760]
- phd-tag: পি এইচ ডি ডিগ্ৰী লাভ: [717, 844, 864, 859]
- rashi-text: ঃ শুভ ৰং বগা, শুভ সংখ্যা ২। বিয়াৰ প্ৰস্তাৱ আহিব পাৰে। সম্পত্তিক লৈ কাজিয়া-পেচাল হোৱাৰ সম্ভাৱনা। চোৰৰ পৰা ক্ষতি হোৱাৰ আশংকা আছে।: [89, 948, 277, 977]
- table-header: Qualification & Experience: [453, 823, 640, 843]
- table-header: Place of Posting: [657, 823, 701, 843]
- rashi-text: ঃ শুভ ৰং আকাশী নীলা, শুভ সংখ্যা ১। ঘৰুৱা সমস্যাই অশান্তি দিব। হতাশাই আক্ৰান্ত কৰি ক্ষতি কৰিব। যান-বাহন চলোৱাতসকল সাৱধান হ’ব।: [89, 1067, 280, 1097]
- table-cell: 3: [313, 943, 331, 993]
- tank-image: [40, 321, 95, 381]
- army-body: পেহেলগামৰ নৃশংস আতংকবাদী আক্ৰমণৰ প্ৰত্যুত্তৰত পাকিস্তানত থকা সন্ত্ৰাসবাদী ঘাঁটিসমূহত ভাৰতীয় সেনাই চলোৱা ‘অভিযান সিন্দুৰ’ক ধুবুৰীৰ সৰ্বস্তৰৰ ৰাইজে আদৰণি জনাইছে। ভাৰতীয় সেনাৰ এই সাহসিক পদক্ষেপক অভিনন্দন জনাই ধুবুৰীৰ বিভিন্ন সংগঠনে বিবৃতি প্ৰকাশ কৰিছে। অনুৰূপে, বিজেপিৰ ধুবুৰী জিলা সমিতি, বৰ্ডাৰ বৰ্মাৰ জিলা কমিটি, ধুবুৰী অসম গণ পৰিষদ আদি সংগঠনে ভাৰতীয় সেনাক আন্তৰিক অভিনন্দন জনাইছে। অভিযানত নিহত সন্ত্ৰাসবাদীৰ তালিকা আৰু বিশদ তথ্য প্ৰকাশৰ দাবী জনাই প্ৰতিক্ৰিয়া প্ৰকাশ কৰিছে।: [962, 1526, 1137, 1633]
- table-cell: City Project Manager - Municipal Finance Specialist: [331, 943, 441, 993]
- abhiman-url: সবিশেষ জানিবলৈ চাওক – http://shirdisaiglobalfoundation.org: [38, 254, 224, 263]
- pmay-footer: The appointments shall be made purely on contractual basis for a period of 11(Eleven) months, however the contract may be renewed depending on the satisfactory annual performance.: [312, 1003, 697, 1019]
